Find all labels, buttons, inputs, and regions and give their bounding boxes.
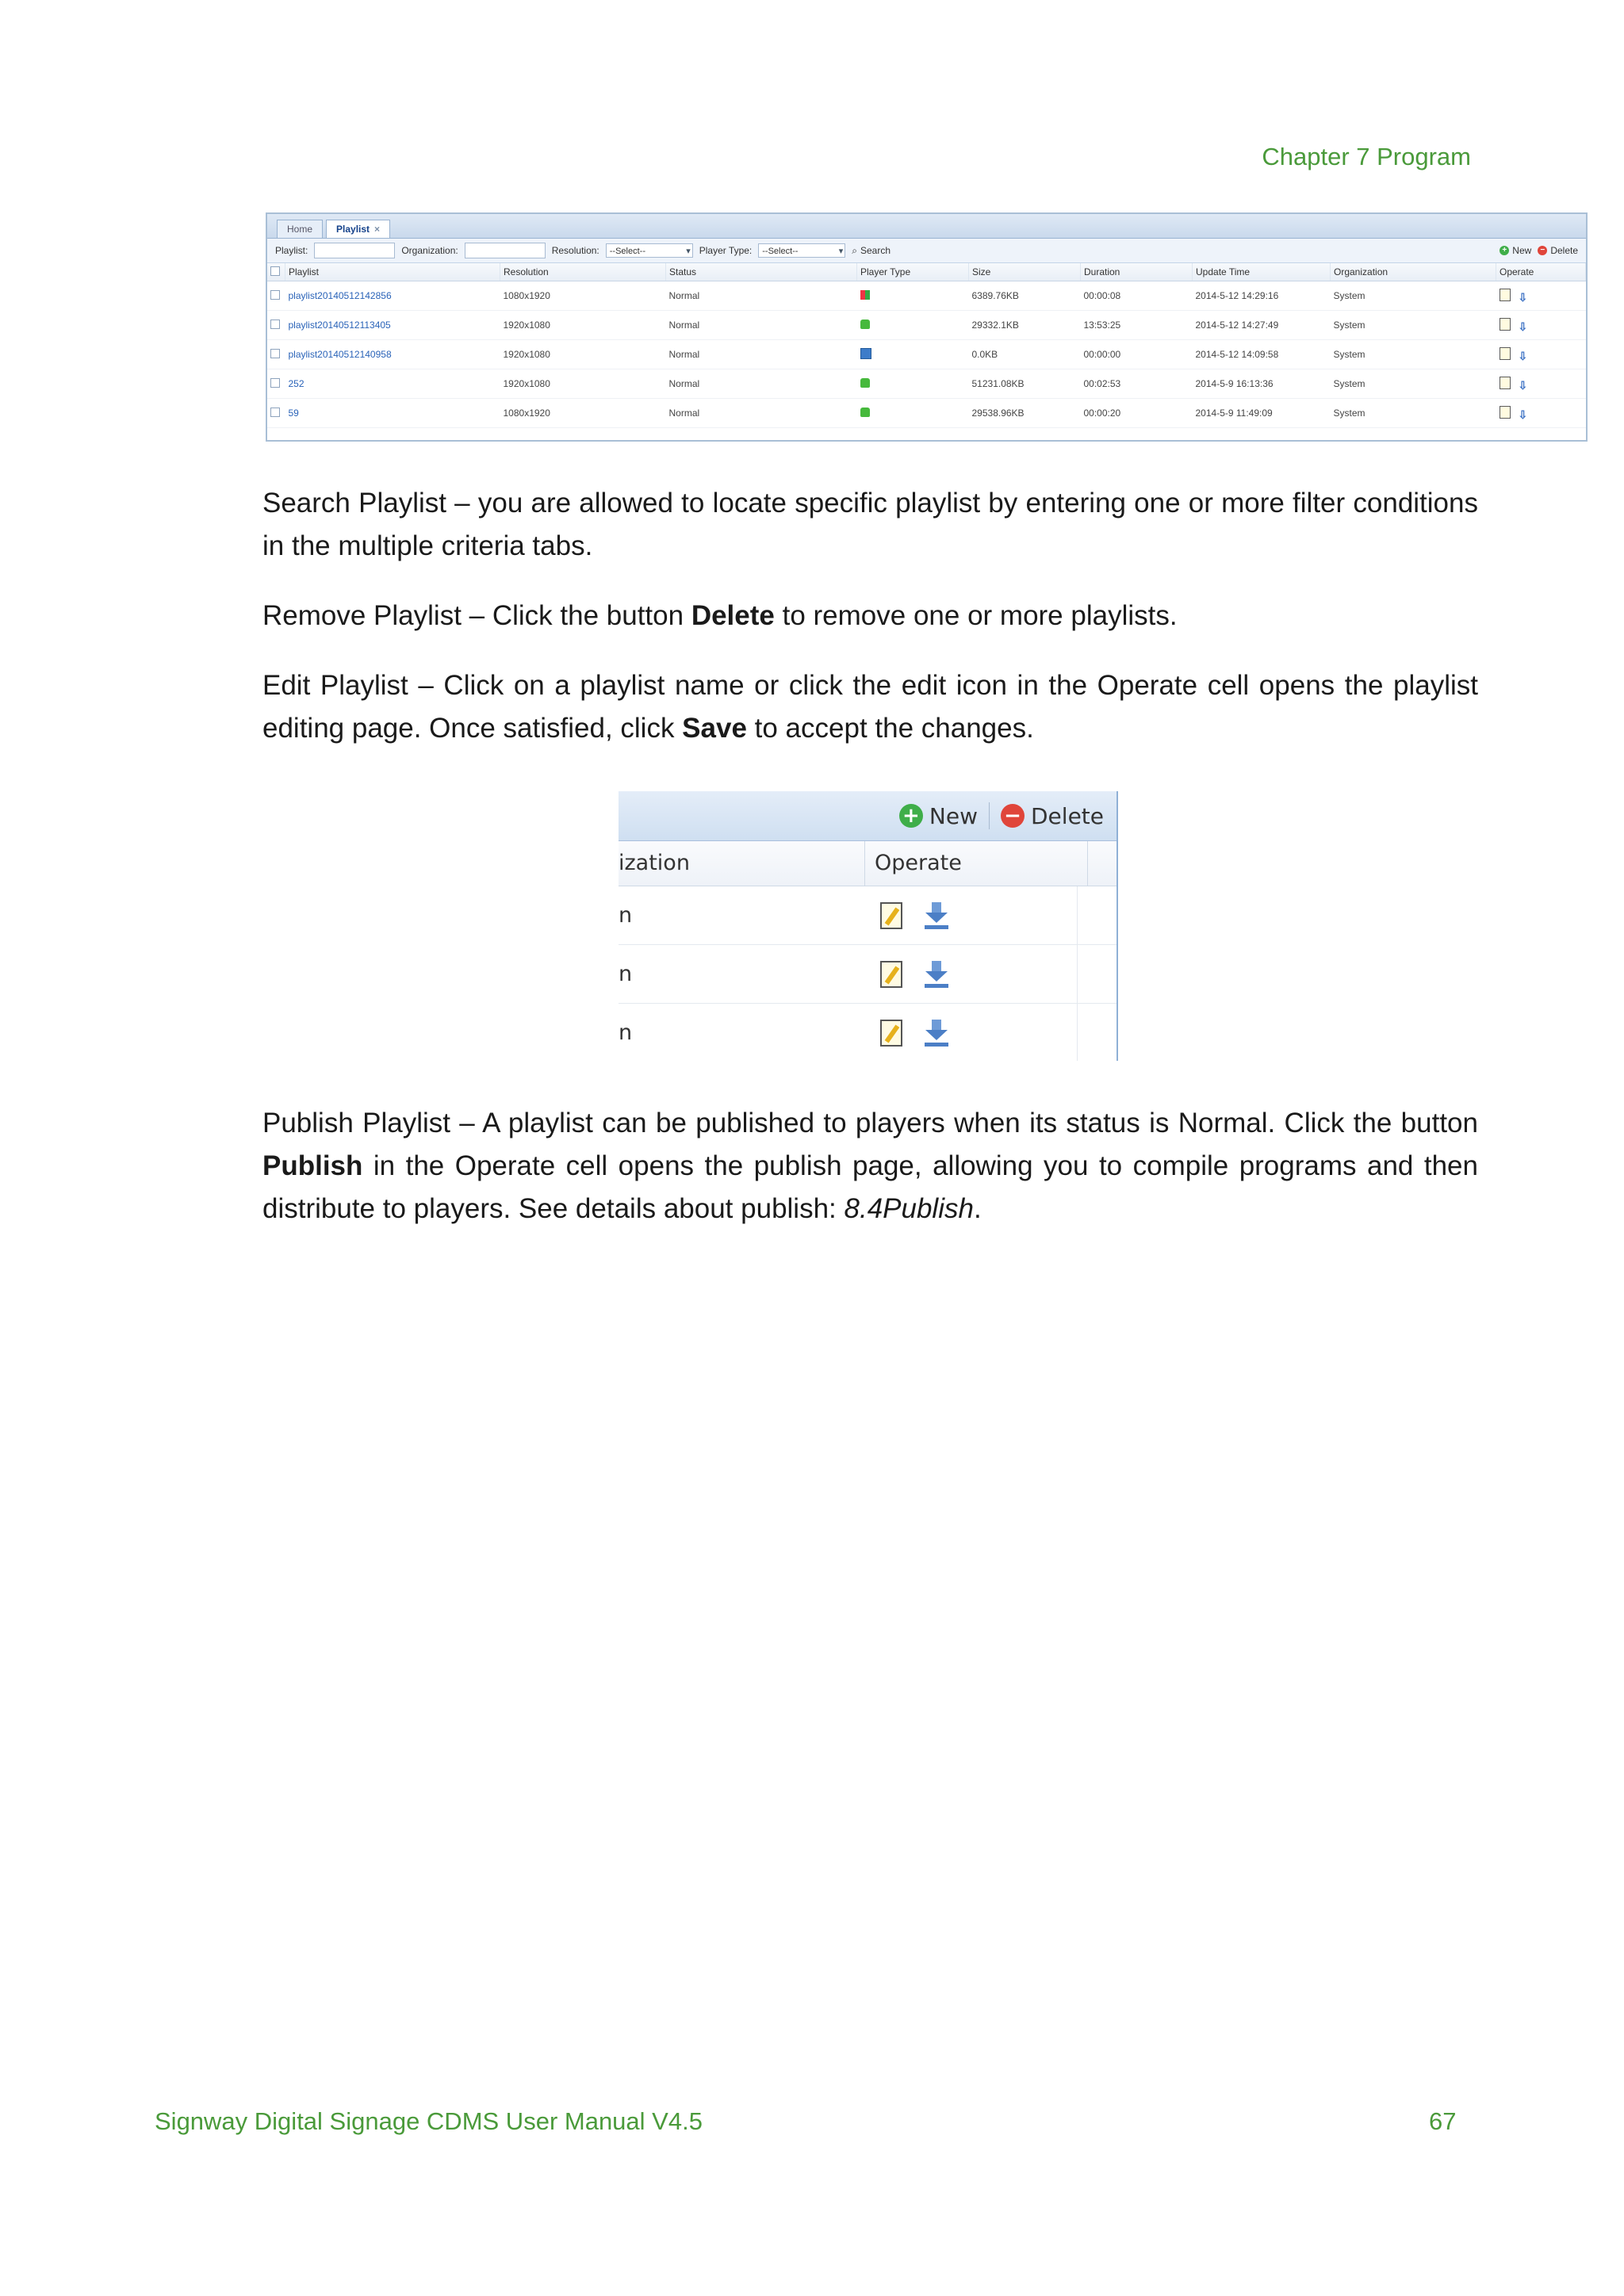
col-size[interactable]: Size [969, 263, 1081, 281]
edit-icon[interactable] [1500, 406, 1511, 419]
edit-playlist-post: to accept the changes. [746, 713, 1034, 744]
table-row [267, 340, 1586, 369]
playlist-name-link[interactable]: 252 [285, 369, 500, 399]
zoomed-header-row [619, 841, 1116, 886]
edit-playlist-paragraph [262, 664, 1478, 750]
publish-keyword: Publish [262, 1150, 363, 1181]
edit-playlist-pre: – Click on a playlist name or click the edit icon in the Operate cell opens the playlist editing page. Once satisfied, click [262, 670, 1478, 744]
publish-icon[interactable] [923, 961, 950, 988]
row-checkbox[interactable] [270, 290, 280, 300]
col-playlist[interactable]: Playlist [285, 263, 500, 281]
update-time-cell: 2014-5-12 14:27:49 [1193, 311, 1331, 340]
size-cell: 51231.08KB [969, 369, 1081, 399]
delete-button-label: Delete [1550, 245, 1578, 256]
edit-playlist-title: Edit Playlist [262, 670, 408, 701]
organization-cell: System [1331, 340, 1496, 369]
android-icon [860, 378, 870, 388]
playlist-table [267, 263, 1586, 428]
edit-icon[interactable] [1500, 289, 1511, 301]
row-checkbox[interactable] [270, 408, 280, 417]
col-resolution[interactable]: Resolution [500, 263, 666, 281]
size-cell: 29332.1KB [969, 311, 1081, 340]
edit-icon[interactable] [1500, 377, 1511, 389]
operate-column-screenshot [619, 791, 1118, 1061]
delete-button-zoomed[interactable] [1001, 803, 1104, 829]
duration-cell: 13:53:25 [1081, 311, 1193, 340]
playlist-name-link[interactable]: 59 [285, 399, 500, 428]
table-header-row [267, 263, 1586, 281]
status-cell: Normal [666, 369, 857, 399]
status-cell: Normal [666, 311, 857, 340]
update-time-cell: 2014-5-12 14:09:58 [1193, 340, 1331, 369]
col-operate-zoomed: Operate [865, 841, 1088, 886]
search-playlist-title: Search Playlist [262, 488, 446, 519]
toolbar-zoomed [619, 791, 1116, 841]
operate-cell [1496, 281, 1586, 311]
edit-icon[interactable] [880, 1020, 902, 1047]
publish-section-reference[interactable]: 8.4Publish [844, 1193, 974, 1224]
update-time-cell: 2014-5-9 11:49:09 [1193, 399, 1331, 428]
publish-playlist-post: . [973, 1193, 982, 1224]
row-select-cell [267, 281, 285, 311]
resolution-cell: 1080x1920 [500, 281, 666, 311]
duration-cell: 00:02:53 [1081, 369, 1193, 399]
screen-icon [860, 348, 871, 359]
organization-cell: System [1331, 311, 1496, 340]
new-button-label: New [1512, 245, 1532, 256]
add-icon: + [1500, 246, 1509, 255]
organization-filter-input[interactable] [465, 243, 546, 258]
operate-cell [1496, 399, 1586, 428]
edit-icon[interactable] [880, 961, 902, 988]
table-row [619, 945, 1116, 1004]
publish-icon[interactable]: ⇩ [1518, 408, 1528, 421]
playlist-name-link[interactable]: playlist20140512140958 [285, 340, 500, 369]
resolution-filter-label: Resolution: [551, 245, 599, 256]
table-row [267, 281, 1586, 311]
select-all-header [267, 263, 285, 281]
search-icon: ⌕ [852, 244, 857, 256]
player-type-cell [857, 399, 969, 428]
playlist-grid-screenshot [266, 212, 1588, 442]
tab-home[interactable]: Home [277, 220, 323, 238]
publish-icon[interactable]: ⇩ [1518, 349, 1528, 362]
new-button[interactable] [1500, 245, 1531, 256]
operate-cell-zoomed [864, 902, 1093, 929]
delete-keyword: Delete [691, 600, 775, 631]
search-playlist-paragraph [262, 482, 1478, 568]
resolution-cell: 1080x1920 [500, 399, 666, 428]
remove-playlist-paragraph [262, 595, 1478, 637]
duration-cell: 00:00:20 [1081, 399, 1193, 428]
playlist-filter-label: Playlist: [275, 245, 308, 256]
status-cell: Normal [666, 340, 857, 369]
search-button[interactable] [852, 245, 891, 257]
col-status[interactable]: Status [666, 263, 857, 281]
duration-cell: 00:00:00 [1081, 340, 1193, 369]
organization-cell-partial: n [619, 1020, 633, 1045]
player-type-cell [857, 369, 969, 399]
status-cell: Normal [666, 399, 857, 428]
windows-icon [860, 290, 870, 300]
player-type-cell [857, 340, 969, 369]
organization-cell: System [1331, 281, 1496, 311]
remove-icon: − [1001, 804, 1025, 828]
new-label-zoomed: New [929, 802, 978, 829]
row-checkbox[interactable] [270, 349, 280, 358]
table-row [619, 1004, 1116, 1061]
save-keyword: Save [682, 713, 747, 744]
size-cell: 6389.76KB [969, 281, 1081, 311]
publish-playlist-mid: in the Operate cell opens the publish page, allowing you to compile programs and then distribute to players. See details about publish: [262, 1150, 1478, 1224]
player-type-select[interactable]: --Select-- ▾ [758, 243, 845, 258]
playlist-name-link[interactable]: playlist20140512113405 [285, 311, 500, 340]
row-select-cell [267, 340, 285, 369]
row-checkbox[interactable] [270, 320, 280, 329]
select-all-checkbox[interactable] [270, 266, 280, 276]
operate-cell-zoomed [864, 1020, 1093, 1047]
publish-icon[interactable] [923, 902, 950, 929]
publish-icon[interactable]: ⇩ [1518, 378, 1528, 392]
publish-icon[interactable] [923, 1020, 950, 1047]
row-select-cell [267, 311, 285, 340]
col-player-type[interactable]: Player Type [857, 263, 969, 281]
size-cell: 0.0KB [969, 340, 1081, 369]
footer-manual-title: Signway Digital Signage CDMS User Manual V4.5 [155, 2107, 703, 2135]
edit-icon[interactable] [880, 902, 902, 929]
status-cell: Normal [666, 281, 857, 311]
organization-cell: System [1331, 399, 1496, 428]
tab-playlist-label: Playlist [336, 224, 370, 235]
new-button-zoomed[interactable] [899, 803, 978, 829]
operate-cell [1496, 369, 1586, 399]
update-time-cell: 2014-5-12 14:29:16 [1193, 281, 1331, 311]
operate-cell-zoomed [864, 961, 1093, 988]
player-type-filter-label: Player Type: [699, 245, 753, 256]
remove-icon: − [1538, 246, 1547, 255]
playlist-filter-input[interactable] [314, 243, 395, 258]
duration-cell: 00:00:08 [1081, 281, 1193, 311]
remove-playlist-post: to remove one or more playlists. [774, 600, 1178, 631]
delete-label-zoomed: Delete [1031, 802, 1104, 829]
publish-playlist-pre: – A playlist can be published to players when its status is Normal. Click the button [450, 1108, 1478, 1138]
resolution-cell: 1920x1080 [500, 369, 666, 399]
organization-cell: System [1331, 369, 1496, 399]
resolution-cell: 1920x1080 [500, 311, 666, 340]
tab-bar [267, 214, 1586, 239]
player-type-cell [857, 281, 969, 311]
col-organization-partial: ization [619, 841, 865, 886]
search-button-label: Search [860, 245, 891, 256]
close-tab-icon[interactable]: × [374, 224, 381, 235]
row-select-cell [267, 399, 285, 428]
add-icon: + [899, 804, 923, 828]
remove-playlist-title: Remove Playlist [262, 600, 462, 631]
organization-filter-label: Organization: [401, 245, 458, 256]
update-time-cell: 2014-5-9 16:13:36 [1193, 369, 1331, 399]
android-icon [860, 408, 870, 417]
delete-button[interactable] [1538, 245, 1578, 256]
filter-bar [267, 239, 1586, 263]
col-operate: Operate [1496, 263, 1586, 281]
table-row [619, 886, 1116, 945]
row-select-cell [267, 369, 285, 399]
table-row [267, 311, 1586, 340]
publish-icon[interactable]: ⇩ [1518, 320, 1528, 333]
chapter-header: Chapter 7 Program [1262, 143, 1471, 170]
col-organization[interactable]: Organization [1331, 263, 1496, 281]
tab-playlist[interactable] [326, 220, 390, 238]
publish-icon[interactable]: ⇩ [1518, 290, 1528, 304]
organization-cell-partial: n [619, 962, 633, 986]
search-playlist-text: – you are allowed to locate specific playlist by entering one or more filter conditions in the multiple criteria tabs. [262, 488, 1478, 561]
resolution-cell: 1920x1080 [500, 340, 666, 369]
size-cell: 29538.96KB [969, 399, 1081, 428]
page-number: 67 [1429, 2107, 1457, 2135]
operate-cell [1496, 340, 1586, 369]
table-row [267, 369, 1586, 399]
publish-playlist-paragraph [262, 1102, 1478, 1230]
organization-cell-partial: n [619, 903, 633, 928]
table-row [267, 399, 1586, 428]
publish-playlist-title: Publish Playlist [262, 1108, 450, 1138]
player-type-cell [857, 311, 969, 340]
toolbar-divider [989, 802, 990, 829]
edit-icon[interactable] [1500, 347, 1511, 360]
col-duration[interactable]: Duration [1081, 263, 1193, 281]
col-update-time[interactable]: Update Time [1193, 263, 1331, 281]
row-checkbox[interactable] [270, 378, 280, 388]
remove-playlist-pre: – Click the button [461, 600, 691, 631]
android-icon [860, 320, 870, 329]
operate-cell [1496, 311, 1586, 340]
resolution-select[interactable]: --Select-- ▾ [606, 243, 693, 258]
edit-icon[interactable] [1500, 318, 1511, 331]
playlist-name-link[interactable]: playlist20140512142856 [285, 281, 500, 311]
